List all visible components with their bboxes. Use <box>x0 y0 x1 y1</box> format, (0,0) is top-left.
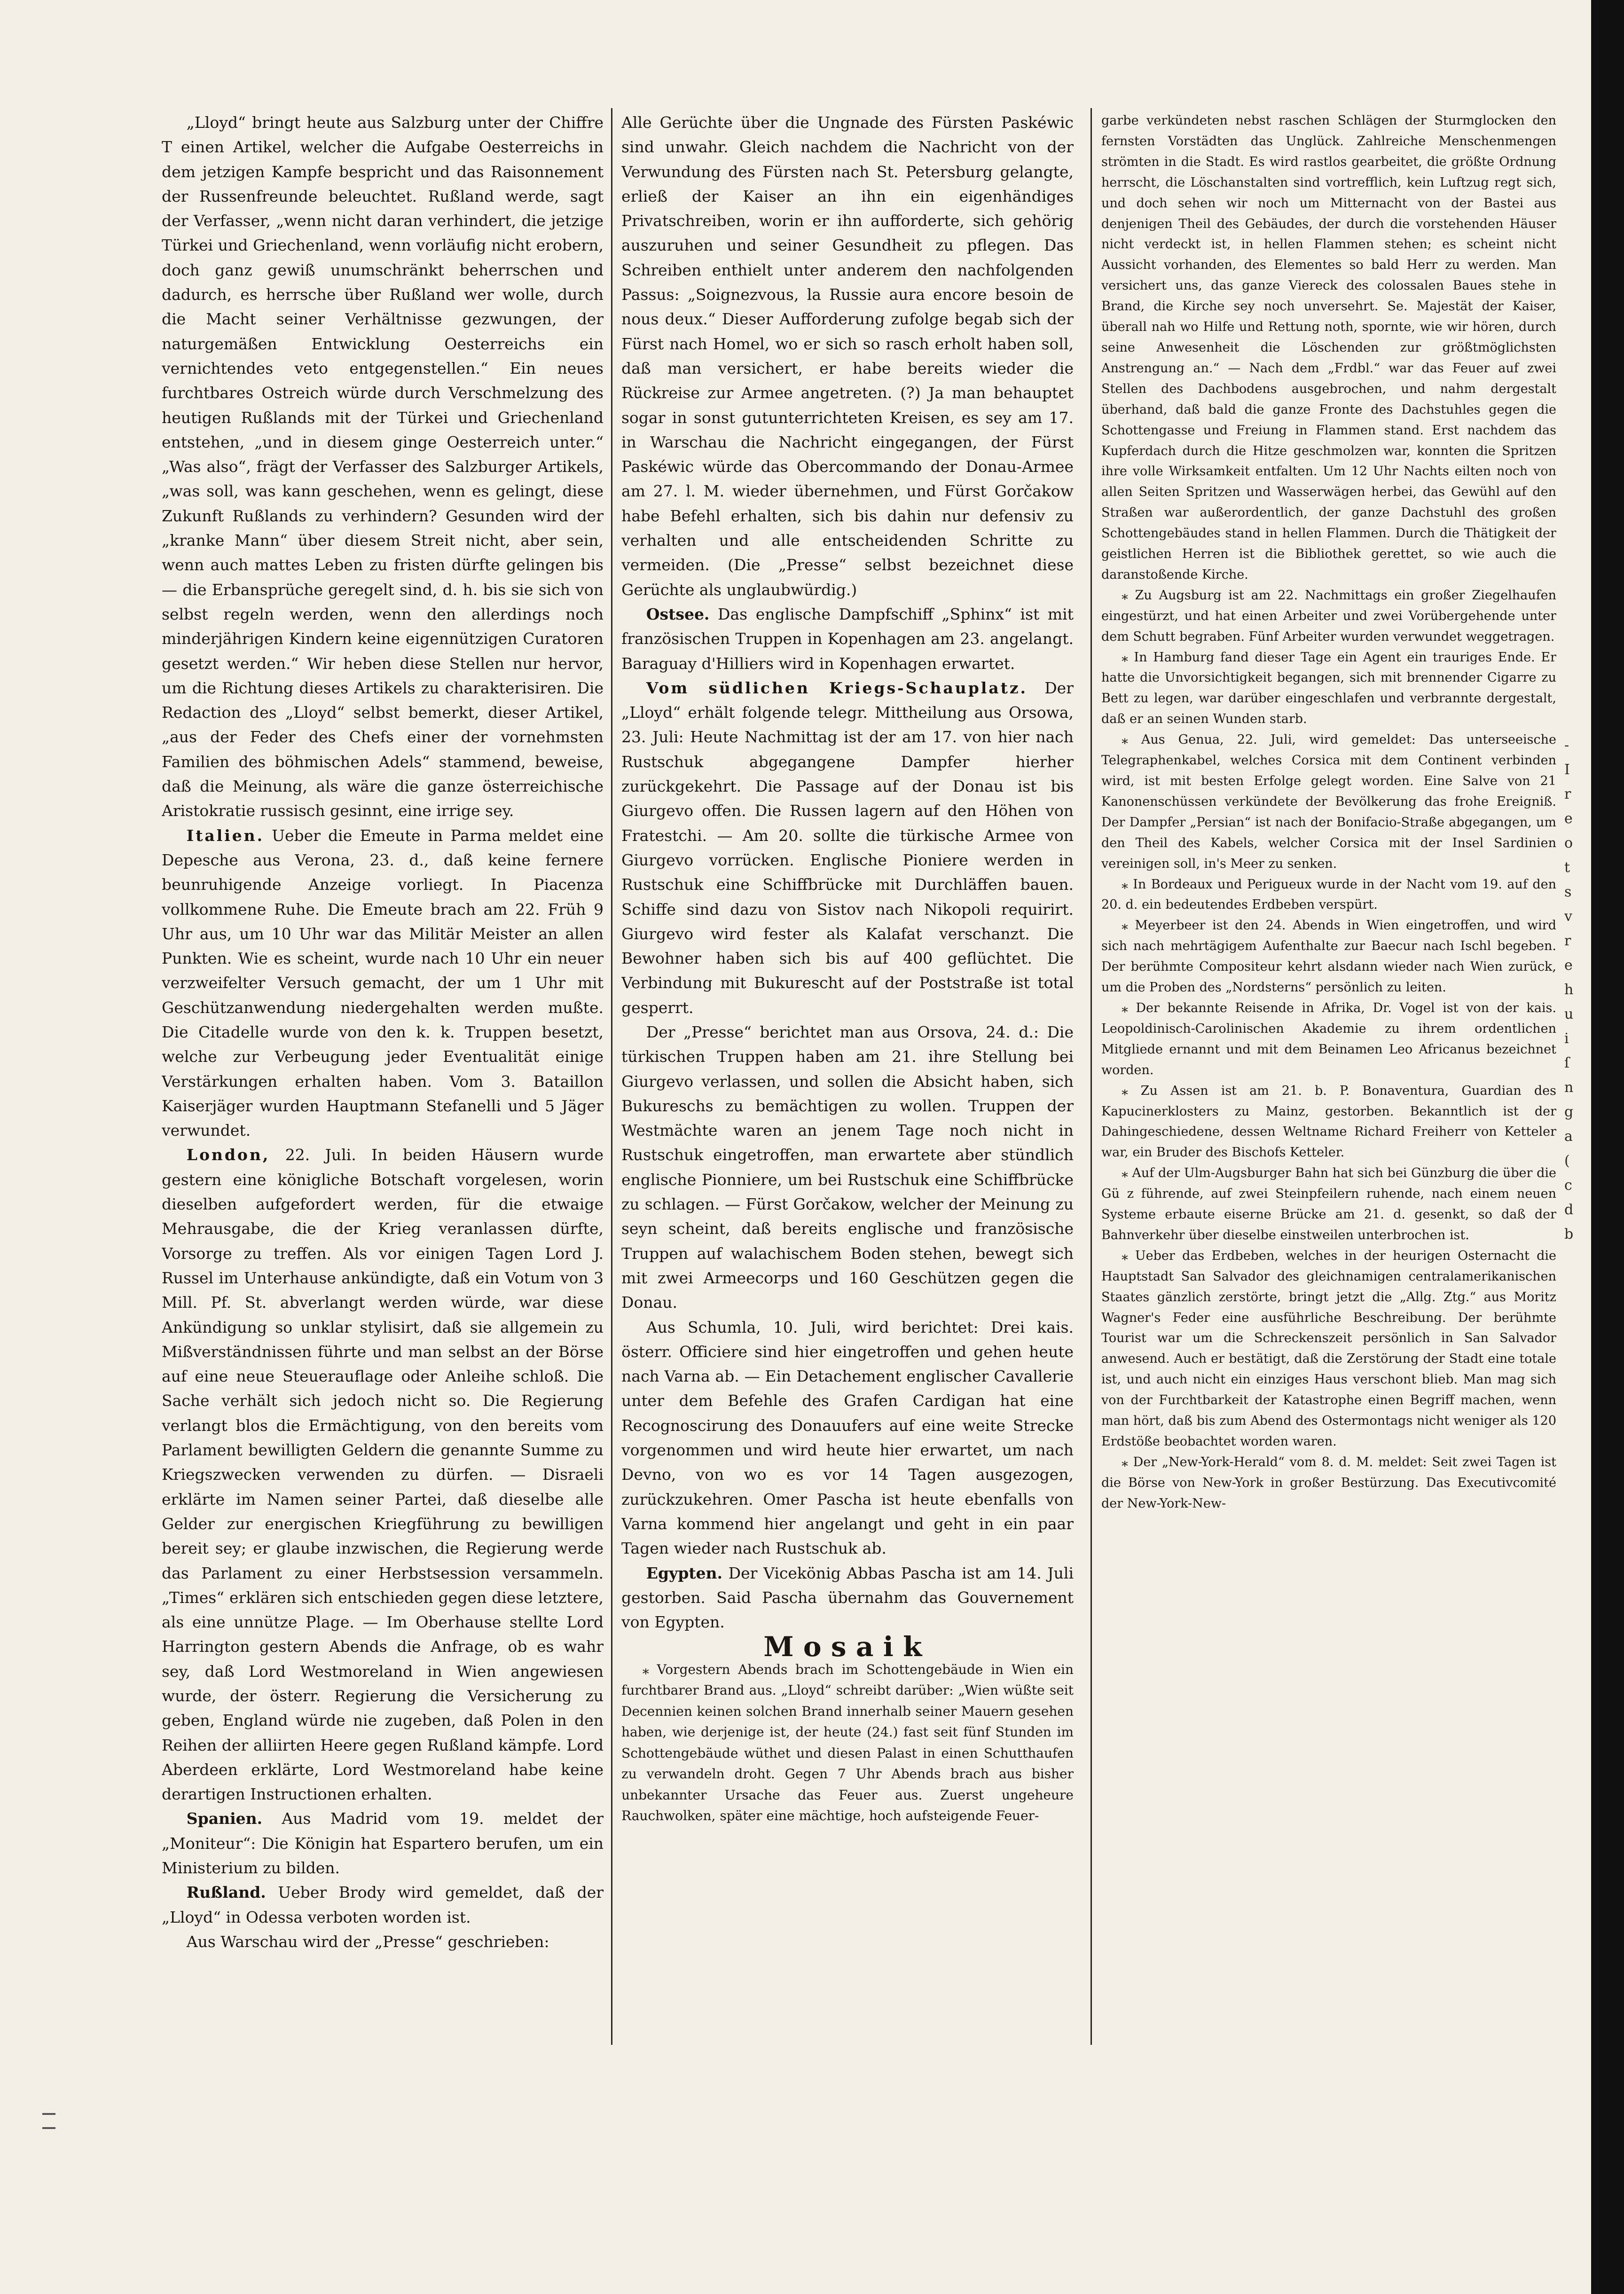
column-rule-1 <box>611 108 612 2045</box>
edge-char: ( <box>1564 1153 1570 1169</box>
ostsee-report <box>621 602 1074 676</box>
lloyd-salzburg-article: „Lloyd“ bringt heute aus Salzburg unter der Chiffre T einen Artikel, welcher die Aufgabe Oesterreichs in dem jetzigen Kampfe bespricht und das Raisonnement der Russenfreunde beleuchtet. Rußland werde, sagt der Verfasser, „wenn nicht daran verhindert, die jetzige Türkei und Griechenland, wenn vorläufig nicht erobern, doch ganz gewiß unumschränkt beherrschen und dadurch, es herrsche über Rußland wer wolle, durch die Macht seiner Verhältnisse gezwungen, der naturgemäßen Entwicklung Oesterreichs ein vernichtendes veto entgegenstellen.“ Ein neues furchtbares Ostreich würde durch Verschmelzung des heutigen Rußlands mit der Türkei und Griechenland entstehen, „und in diesem ginge Oesterreich unter.“ „Was also“, frägt der Verfasser des Salzburger Artikels, „was soll, was kann geschehen, wenn es gelingt, diese Zukunft Rußlands zu verhindern? Gesunden wird der „kranke Mann“ über diesem Streit nicht, aber sein, wenn auch mattes Leben zu fristen dürfte gelingen bis — die Erbansprüche geregelt sind, d. h. bis sie sich von selbst regeln werden, wenn den allerdings noch minderjährigen Kindern keine eigennützigen Curatoren gesetzt werden.“ Wir heben diese Stellen nur hervor, um die Richtung dieses Artikels zu charakterisiren. Die Redaction des „Lloyd“ selbst bemerkt, dieser Artikel, „aus der Feder des Chefs einer der vornehmsten Familien des böhmischen Adels“ stammend, beweise, daß die Meinung, als wäre die ganze österreichische Aristokratie russisch gesinnt, eine irrige sey. <box>162 113 604 820</box>
edge-char: v <box>1564 908 1572 925</box>
augsburg-item: ⁎ Zu Augsburg ist am 22. Nachmittags ein großer Ziegelhaufen eingestürzt, und hat einen Arbeiter und zwei Vorübergehende unter dem Schutt begraben. Fünf Arbeiter wurden verwundet weggetragen. <box>1101 588 1556 644</box>
edge-char: a <box>1564 1128 1573 1145</box>
egypten-report <box>621 1561 1074 1635</box>
edge-char: c <box>1564 1177 1572 1194</box>
herald-item: ⁎ Der „New-York-Herald“ vom 8. d. M. meldet: Seit zwei Tagen ist die Börse von New-York in großer Bestürzung. Das Executivcomité der New-York-New- <box>1101 1454 1556 1511</box>
russland-text: Ueber Brody wird gemeldet, daß der „Lloyd“ in Odessa verboten worden ist. <box>162 1883 604 1926</box>
edge-char: i <box>1564 1030 1569 1047</box>
bordeaux-item: ⁎ In Bordeaux und Perigueux wurde in der Nacht vom 19. auf den 20. d. ein bedeutendes Erdbeben verspürt. <box>1101 877 1556 912</box>
section-head-ostsee: Ostsee. <box>646 605 710 623</box>
section-head-london: London, <box>186 1146 270 1164</box>
edge-char: h <box>1564 982 1574 998</box>
kriegs-report <box>621 676 1074 1020</box>
margin-mark <box>42 2113 55 2115</box>
edge-char: r <box>1564 933 1571 949</box>
ostsee-text: Das englische Dampfschiff „Sphinx“ ist mit französischen Truppen in Kopenhagen am 23. angelangt. Baraguay d'Hilliers wird in Kopenhagen erwartet. <box>621 605 1074 673</box>
section-head-kriegsschauplatz: Vom südlichen Kriegs-Schauplatz. <box>646 678 1028 697</box>
section-head-spanien: Spanien. <box>186 1809 263 1828</box>
next-page-edge-fragments <box>1564 733 1592 1720</box>
mosaik-heading: Mosaik <box>763 1631 932 1663</box>
column-rule-2 <box>1091 108 1092 2045</box>
spanien-report <box>162 1807 604 1880</box>
section-head-italien: Italien. <box>186 826 265 845</box>
london-text: 22. Juli. In beiden Häusern wurde gestern eine königliche Botschaft vorgelesen, worin dieselben aufgefordert werden, für die etwaige Mehrausgabe, die der Krieg veranlassen dürfte, Vorsorge zu treffen. Als vor einigen Tagen Lord J. Russel im Unterhause ankündigte, daß ein Votum von 3 Mill. Pf. St. abverlangt werden würde, war diese Ankündigung so unklar stylisirt, daß sie allgemein zu Mißverständnissen führte und man selbst an der Börse auf eine neue Steuerauflage oder Anleihe schloß. Die Sache verhält sich jedoch nicht so. Die Regierung verlangt blos die Ermächtigung, von den bereits vom Parlament bewilligten Geldern die genannte Summe zu Kriegszwecken verwenden zu dürfen. — Disraeli erklärte im Namen seiner Partei, daß dieselbe alle Gelder zur energischen Kriegführung zu bewilligen bereit sey; er glaube inzwischen, die Regierung werde das Parlament zu einer Herbstsession versammeln. „Times“ erklären sich entschieden gegen diese letztere, als eine unnütze Plage. — Im Oberhause stellte Lord Harrington gestern Abends die Anfrage, ob es wahr sey, daß Lord Westmoreland in Wien angewiesen wurde, der österr. Regierung die Versicherung zu geben, England würde nie zugeben, daß Polen in den Reihen der alliirten Heere gegen Rußland kämpfe. Lord Aberdeen erklärte, Lord Westmoreland habe keine derartigen Instructionen erhalten. <box>162 1146 604 1804</box>
erdbeben-item: ⁎ Ueber das Erdbeben, welches in der heurigen Osternacht die Hauptstadt San Salvador des gleichnamigen centralamerikanischen Staates gänzlich zerstörte, bringt jetzt die „Allg. Ztg.“ aus Moritz Wagner's Feder eine ausführliche Beschreibung. Der berühmte Tourist war um die Schreckenszeit persönlich in San Salvador anwesend. Auch er bestätigt, daß die Zerstörung der Stadt eine totale ist, und auch nicht ein einziges Haus verschont blieb. Man mag sich von der Furchtbarkeit der Katastrophe einen Begriff machen, wenn man hört, daß bis zum Abend des Ostermontags nicht weniger als 120 Erdstöße beobachtet worden waren. <box>1101 1248 1556 1449</box>
presse-orsova-report: Der „Presse“ berichtet man aus Orsova, 24. d.: Die türkischen Truppen haben am 21. ihre Stellung bei Giurgevo verlassen, und sollen die Absicht haben, sich Bukureschs zu bemächtigen zu wollen. Truppen der Westmächte waren an jenem Tage noch nicht in Rustschuk eingetroffen, man erwartete aber stündlich englische Pionniere, um bei Rustschuk eine Schiffbrücke zu schlagen. — Fürst Gorčakow, welcher der Meinung zu seyn scheint, daß bereits englische und französische Truppen auf walachischem Boden stehen, bewegt sich mit zwei Armeecorps und 160 Geschützen gegen die Donau. <box>621 1022 1074 1312</box>
column-2 <box>621 110 1074 2132</box>
edge-char: e <box>1564 957 1573 974</box>
column-1 <box>162 110 604 2132</box>
schumla-report: Aus Schumla, 10. Juli, wird berichtet: Drei kais. österr. Officiere sind hier eingetroffen und gehen heute nach Varna ab. — Ein Detachement englischer Cavallerie unter dem Befehle des Grafen Cardigan hat eine Recognoscirung des Donauufers auf eine weite Strecke vorgenommen und wird heute hier erwartet, um nach Devno, von wo es vor 14 Tagen ausgezogen, zurückzukehren. Omer Pascha ist heute ebenfalls von Varna kommend hier angelangt und geht in ein paar Tagen wieder nach Rustschuk ab. <box>621 1318 1074 1558</box>
vogel-item: ⁎ Der bekannte Reisende in Afrika, Dr. Vogel ist von der kais. Leopoldinisch-Carolinischen Akademie zu ihrem ordentlichen Mitgliede ernannt und mit dem Beinamen Leo Africanus bezeichnet worden. <box>1101 1000 1556 1077</box>
egypten-text: Der Vicekönig Abbas Pascha ist am 14. Juli gestorben. Said Pascha übernahm das Gouvernement von Egypten. <box>621 1563 1074 1632</box>
edge-char: t <box>1564 859 1570 876</box>
warschau-report: Aus Warschau wird der „Presse“ geschrieben: <box>186 1932 549 1951</box>
brand-continued: garbe verkündeten nebst raschen Schlägen der Sturmglocken den fernsten Vorstädten das Unglück. Zahlreiche Menschenmengen strömten in die Stadt. Es wird rastlos gearbeitet, die größte Ordnung herrscht, die Löschanstalten sind vortrefflich, kein Luftzug regt sich, und doch sehen wir noch um Mitternacht von der Bastei aus denjenigen Theil des Gebäudes, der durch die vorstehenden Häuser nicht verdeckt ist, in hellen Flammen stehen; es scheint nicht Aussicht vorhanden, des Elementes so bald Herr zu werden. Man versichert uns, das ganze Viereck des colossalen Baues stehe in Brand, die Kirche sey noch unversehrt. Se. Majestät der Kaiser, überall nah wo Hilfe und Rettung noth, spornte, wie wir hören, durch seine Anwesenheit die Löschenden zur größtmöglichsten Anstrengung an.“ — Nach dem „Frdbl.“ war das Feuer auf zwei Stellen des Dachbodens ausgebrochen, und nahm dergestalt überhand, daß bald die ganze Fronte des Dachstuhles gegen die Schottengasse und Freiung in Flammen stand. Erst nachdem das Kupferdach durch die Hitze geschmolzen war, konnten die Spritzen ihre volle Wirksamkeit entfalten. Um 12 Uhr Nachts eilten noch von allen Seiten Spritzen und Wasserwägen herbei, das Gewühl auf den Straßen war außerordentlich, der ganze Dachstuhl des großen Schottengebäudes stand in hellen Flammen. Durch die Thätigkeit der geistlichen Herren ist die Bibliothek gerettet, so wie auch die daranstoßende Kirche. <box>1101 113 1556 582</box>
paskewic-report: Alle Gerüchte über die Ungnade des Fürsten Paskéwic sind unwahr. Gleich nachdem die Nachricht von der Verwundung des Fürsten nach St. Petersburg gelangte, erließ der Kaiser an ihn ein eigenhändiges Privatschreiben, worin er ihn aufforderte, sich gehörig auszuruhen und seiner Gesundheit zu pflegen. Das Schreiben enthielt unter anderem den nachfolgenden Passus: „Soignezvous, la Russie aura encore besoin de nous deux.“ Dieser Aufforderung zufolge begab sich der Fürst nach Homel, wo er sich so rasch erholt haben soll, daß man versichert, er habe bereits wieder die Rückreise zur Armee angetreten. (?) Ja man behauptet sogar in sonst gutunterrichteten Kreisen, es sey am 17. in Warschau die Nachricht eingegangen, der Fürst Paskéwic würde das Obercommando der Donau-Armee am 27. l. M. wieder übernehmen, und Fürst Gorčakow habe Befehl erhalten, sich bis dahin nur defensiv zu verhalten und alle entscheidenden Schritte zu vermeiden. (Die „Presse“ selbst bezeichnet diese Gerüchte als unglaubwürdig.) <box>621 113 1074 599</box>
binding-edge <box>1591 0 1624 2294</box>
edge-char: I <box>1564 762 1570 778</box>
kriegs-text: Der „Lloyd“ erhält folgende telegr. Mittheilung aus Orsowa, 23. Juli: Heute Nachmittag ist der am 17. von hier nach Rustschuk abgegangene Dampfer hierher zurückgekehrt. Die Passage auf der Donau ist bis Giurgevo offen. Die Russen lagern auf den Höhen von Fratestchi. — Am 20. sollte die türkische Armee von Giurgevo vorrücken. Englische Pioniere werden in Rustschuk eine Schiffbrücke mit Durchläffen bauen. Schiffe sind dazu von Sistov nach Nikopoli requirirt. Giurgevo wird fester als Kalafat verschanzt. Die Bewohner haben sich bis auf 400 geflüchtet. Die Verbindung mit Bukurescht auf der Poststraße ist total gesperrt. <box>621 678 1074 1017</box>
russland-report <box>162 1880 604 1930</box>
meyerbeer-item: ⁎ Meyerbeer ist den 24. Abends in Wien eingetroffen, und wird sich nach mehrtägigem Aufenthalte zur Baecur nach Ischl begeben. Der berühmte Compositeur kehrt alsdann wieder nach Wien zurück, um die Proben des „Nordsterns“ persönlich zu leiten. <box>1101 918 1556 995</box>
edge-char: ſ <box>1564 1055 1570 1071</box>
edge-char: b <box>1564 1226 1574 1242</box>
edge-char: n <box>1564 1079 1574 1096</box>
edge-char: o <box>1564 835 1573 851</box>
margin-mark <box>42 2127 55 2129</box>
edge-char: e <box>1564 810 1573 827</box>
section-head-russland: Rußland. <box>186 1883 266 1902</box>
bahn-item: ⁎ Auf der Ulm-Augsburger Bahn hat sich bei Günzburg die über die Gü z führende, auf zwei Steinpfeilern ruhende, nach einem neuen Systeme erbaute eiserne Brücke am 21. d. gesenkt, so daß der Bahnverkehr über dieselbe einstweilen unterbrochen ist. <box>1101 1166 1556 1242</box>
london-report <box>162 1143 604 1807</box>
hamburg-item: ⁎ In Hamburg fand dieser Tage ein Agent ein trauriges Ende. Er hatte die Unvorsichtigkeit begangen, sich mit brennender Cigarre zu Bett zu legen, war darüber eingeschlafen und verbrannte dergestalt, daß er an seinen Wunden starb. <box>1101 650 1556 727</box>
edge-char: d <box>1564 1202 1574 1218</box>
edge-char: r <box>1564 786 1571 802</box>
edge-char: u <box>1564 1006 1574 1022</box>
brand-report: ⁎ Vorgestern Abends brach im Schottengebäude in Wien ein furchtbarer Brand aus. „Lloyd“ schreibt darüber: „Wien wüßte seit Decennien keinen solchen Brand innerhalb seiner Mauern gesehen haben, wie derjenige ist, der heute (24.) fast seit fünf Stunden im Schottengebäude wüthet und diesen Palast in einen Schutthaufen zu verwandeln droht. Gegen 7 Uhr Abends brach aus bisher unbekannter Ursache das Feuer aus. Zuerst ungeheure Rauchwolken, später eine mächtige, hoch aufsteigende Feuer- <box>621 1661 1074 1824</box>
edge-char: g <box>1564 1104 1574 1120</box>
edge-char: s <box>1564 884 1572 900</box>
section-head-egypten: Egypten. <box>646 1563 722 1582</box>
column-3 <box>1101 110 1556 2132</box>
spanien-text: Aus Madrid vom 19. meldet der „Moniteur“: Die Königin hat Espartero berufen, um ein Ministerium zu bilden. <box>162 1809 604 1878</box>
assen-item: ⁎ Zu Assen ist am 21. b. P. Bonaventura, Guardian des Kapucinerklosters zu Mainz, gestorben. Bekanntlich ist der Dahingeschiedene, dessen Weltname Richard Freiherr von Ketteler war, ein Bruder des Bischofs Ketteler. <box>1101 1083 1556 1160</box>
edge-char: - <box>1564 737 1569 754</box>
genua-item: ⁎ Aus Genua, 22. Juli, wird gemeldet: Das unterseeische Telegraphenkabel, welches Corsica mit dem Continent verbinden wird, ist mit besten Erfolge gelegt worden. Eine Salve von 21 Kanonenschüssen verkündete der Bevölkerung das frohe Ereigniß. Der Dampfer „Persian“ ist nach der Bonifacio-Straße abgegangen, um den Theil des Kabels, welcher Corsica mit der Insel Sardinien vereinigen soll, in's Meer zu senken. <box>1101 732 1556 871</box>
italien-text: Ueber die Emeute in Parma meldet eine Depesche aus Verona, 23. d., daß keine fernere beunruhigende Anzeige vorliegt. In Piacenza vollkommene Ruhe. Die Emeute brach am 22. Früh 9 Uhr aus, um 10 Uhr war das Militär Meister an allen Punkten. Wie es scheint, wurde nach 10 Uhr ein neuer verzweifelter Versuch gemacht, der um 1 Uhr mit Geschützanwendung niedergehalten werden mußte. Die Citadelle wurde von den k. k. Truppen besetzt, welche zur Verbeugung jeder Eventualität einige Verstärkungen erhalten haben. Vom 3. Bataillon Kaiserjäger wurden Hauptmann Stefanelli und 5 Jäger verwundet. <box>162 826 604 1140</box>
italien-report <box>162 824 604 1143</box>
